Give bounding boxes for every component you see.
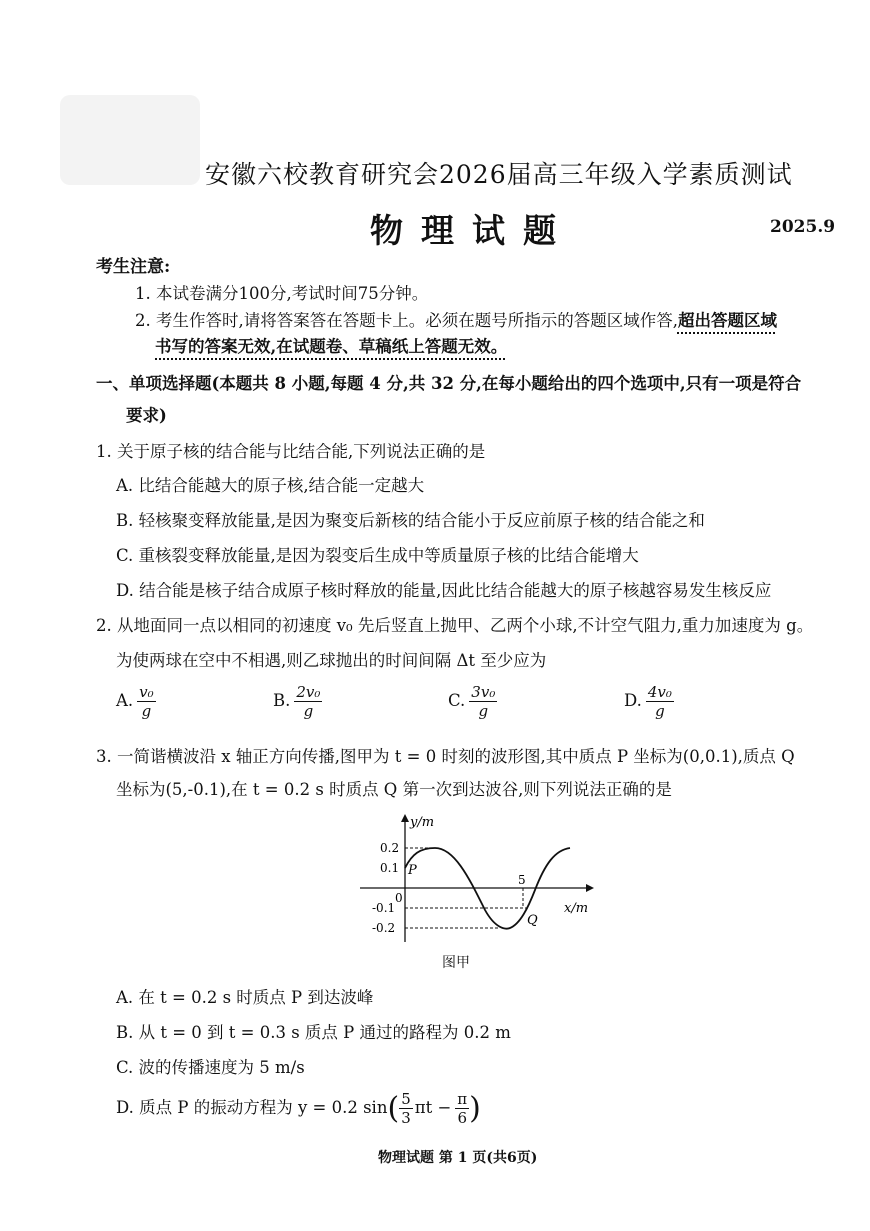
section-1-heading-cont: 要求) [126,406,167,425]
y-tick-0-1: 0.1 [380,861,400,875]
exam-date: 2025.9 [770,217,836,237]
q2-option-c-num: 3v₀ [471,683,496,701]
y-axis-arrow [401,814,409,822]
q2-option-c [448,683,497,720]
point-p-label: P [408,863,417,878]
notice-item-2 [135,307,777,331]
notice-item-2-text: 2. 考生作答时,请将答案答在答题卡上。必须在题号所指示的答题区域作答, [135,311,678,330]
figure-caption: 图甲 [442,955,470,971]
q2-option-a-label: A. [116,691,134,710]
q2-option-d [624,683,674,720]
point-q-label: Q [527,913,538,928]
y-tick-neg-0-2: -0.2 [372,921,396,935]
x-axis-label: x/m [564,901,589,916]
q3-option-b: B. 从 t = 0 到 t = 0.3 s 质点 P 通过的路程为 0.2 m [116,1023,511,1042]
y-axis-label: y/m [410,815,435,830]
q1-stem: 1. 关于原子核的结合能与比结合能,下列说法正确的是 [96,442,486,461]
q3-d-frac2-num: π [457,1090,468,1108]
notice-title: 考生注意: [96,257,171,277]
q3-option-c: C. 波的传播速度为 5 m/s [116,1058,305,1077]
q2-option-c-den: g [478,702,489,720]
q2-option-b-den: g [303,702,314,720]
x-axis-arrow [586,884,594,892]
notice-item-1: 1. 本试卷满分100分,考试时间75分钟。 [135,284,429,303]
q1-option-d: D. 结合能是核子结合成原子核时释放的能量,因此比结合能越大的原子核越容易发生核反应 [116,581,772,600]
q2-stem-line1: 2. 从地面同一点以相同的初速度 v₀ 先后竖直上抛甲、乙两个小球,不计空气阻力,重力加速度为 g。 [96,616,814,635]
y-tick-0-2: 0.2 [380,841,400,855]
q3-d-frac2-den: 6 [457,1109,467,1127]
q2-option-d-num: 4v₀ [647,683,672,701]
q2-option-d-label: D. [624,691,642,710]
y-tick-neg-0-1: -0.1 [372,901,396,915]
paren-close: ) [469,1091,481,1126]
subject-title: 物理试题 [370,211,574,250]
q2-option-a [116,683,156,720]
q1-option-c: C. 重核裂变释放能量,是因为裂变后生成中等质量原子核的比结合能增大 [116,546,639,565]
q3-stem-line2: 坐标为(5,-0.1),在 t = 0.2 s 时质点 Q 第一次到达波谷,则下列说法正确的是 [116,780,672,799]
q3-option-d-prefix: D. 质点 P 的振动方程为 y = 0.2 sin [116,1098,388,1117]
scan-smudge [60,95,200,185]
q3-d-frac-den: 3 [401,1109,411,1127]
q2-option-b-num: 2v₀ [296,683,321,701]
q3-option-d [116,1090,481,1127]
page-footer: 物理试题 第 1 页(共6页) [378,1150,538,1166]
q3-option-a: A. 在 t = 0.2 s 时质点 P 到达波峰 [116,988,374,1007]
q2-option-a-num: v₀ [139,683,154,701]
exam-header: 安徽六校教育研究会2026届高三年级入学素质测试 [205,160,793,189]
q3-d-frac-num: 5 [401,1090,411,1108]
q2-option-a-den: g [141,702,152,720]
paren-open: ( [387,1091,400,1126]
q1-option-b: B. 轻核聚变释放能量,是因为聚变后新核的结合能小于反应前原子核的结合能之和 [116,511,705,530]
notice-item-2-cont: 书写的答案无效,在试题卷、草稿纸上答题无效。 [155,337,508,356]
section-1-heading: 一、单项选择题(本题共 8 小题,每题 4 分,共 32 分,在每小题给出的四个选项中,只有一项是符合 [96,374,802,393]
q2-option-d-den: g [655,702,665,720]
q3-stem-line1: 3. 一简谐横波沿 x 轴正方向传播,图甲为 t = 0 时刻的波形图,其中质点 P 坐标为(0,0.1),质点 Q [96,747,795,766]
q2-option-b [273,683,322,720]
q1-option-a: A. 比结合能越大的原子核,结合能一定越大 [116,476,425,495]
q2-option-c-label: C. [448,691,466,710]
q2-option-b-label: B. [273,691,291,710]
q2-stem-line2: 为使两球在空中不相遇,则乙球抛出的时间间隔 Δt 至少应为 [116,651,547,670]
x-tick-5: 5 [518,873,526,887]
q3-d-mid: πt − [414,1098,452,1117]
notice-item-2-emphasis: 超出答题区域 [677,311,777,330]
origin-label: 0 [395,891,403,905]
wave-figure [350,810,610,950]
